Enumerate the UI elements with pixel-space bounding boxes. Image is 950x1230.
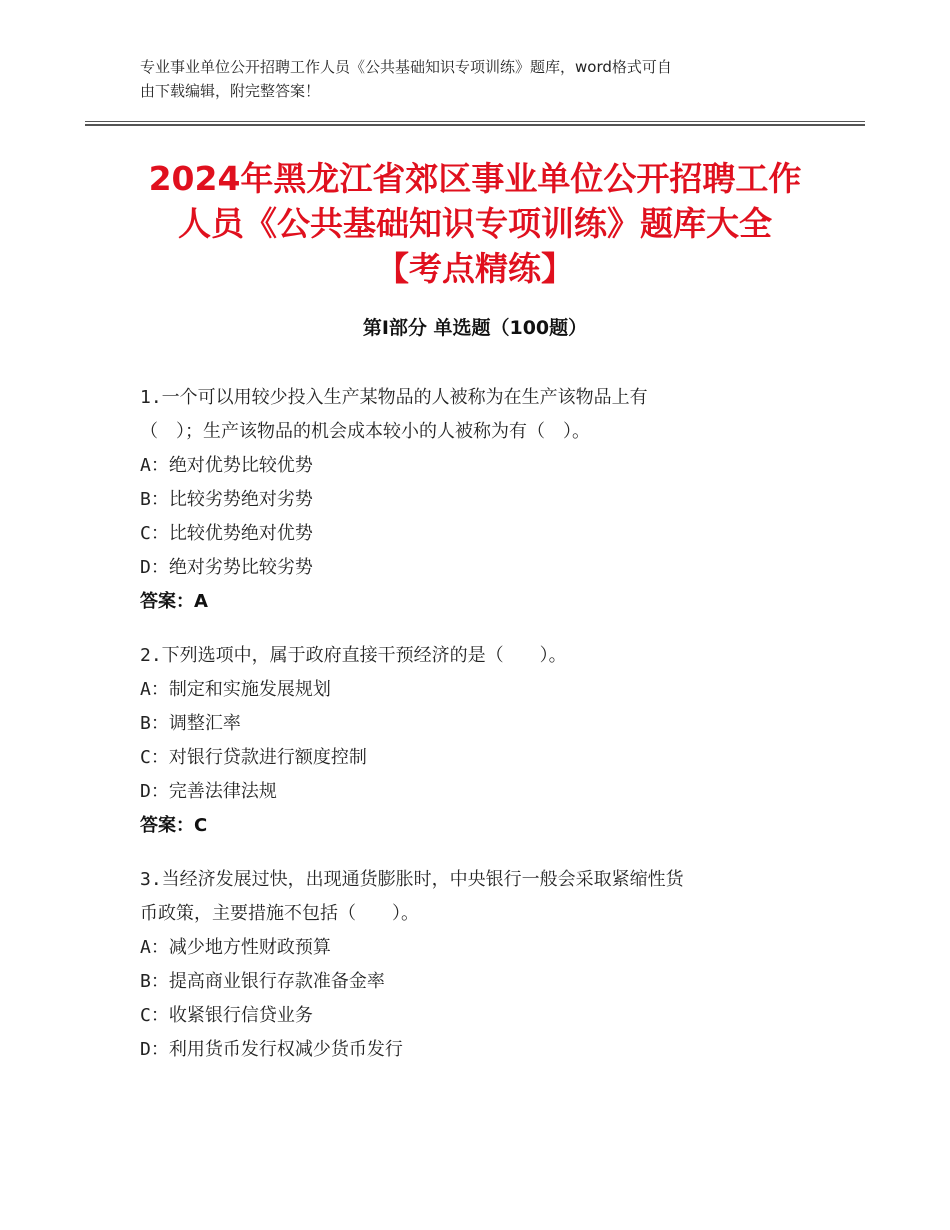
option-b: B：提高商业银行存款准备金率 — [140, 971, 385, 992]
option-c: C：收紧银行信贷业务 — [140, 1005, 313, 1026]
option-a: A：绝对优势比较优势 — [140, 455, 313, 476]
header-divider — [85, 121, 865, 126]
question-stem — [140, 381, 820, 449]
option-d: D：完善法律法规 — [140, 781, 277, 802]
option-d: D：利用货币发行权减少货币发行 — [140, 1039, 403, 1060]
section-heading: 第Ⅰ部分 单选题（100题） — [362, 317, 588, 339]
option-a: A：减少地方性财政预算 — [140, 937, 331, 958]
question-list — [140, 381, 820, 1087]
header-note — [140, 55, 800, 103]
title-line-2: 人员《公共基础知识专项训练》题库大全 — [178, 204, 772, 243]
question-stem — [140, 863, 820, 931]
document-title — [110, 156, 840, 291]
question-stem — [140, 639, 820, 673]
header-note-line-1: 专业事业单位公开招聘工作人员《公共基础知识专项训练》题库，word格式可自 — [140, 58, 672, 76]
question-stem-line-2: 币政策，主要措施不包括（ ）。 — [140, 903, 419, 924]
option-c: C：比较优势绝对优势 — [140, 523, 313, 544]
option-d: D：绝对劣势比较劣势 — [140, 557, 313, 578]
option-b: B：比较劣势绝对劣势 — [140, 489, 313, 510]
question-3 — [140, 863, 820, 1067]
answer: 答案：C — [140, 815, 208, 836]
question-stem-line-1: 3.当经济发展过快，出现通货膨胀时，中央银行一般会采取紧缩性货 — [140, 869, 684, 890]
header-note-line-2: 由下载编辑，附完整答案！ — [140, 82, 321, 100]
option-a: A：制定和实施发展规划 — [140, 679, 331, 700]
question-2 — [140, 639, 820, 843]
question-stem-line-1: 2.下列选项中，属于政府直接干预经济的是（ ）。 — [140, 645, 567, 666]
option-c: C：对银行贷款进行额度控制 — [140, 747, 367, 768]
option-b: B：调整汇率 — [140, 713, 241, 734]
question-stem-line-2: （ ）；生产该物品的机会成本较小的人被称为有（ ）。 — [140, 421, 590, 442]
answer: 答案：A — [140, 591, 208, 612]
title-line-3: 【考点精练】 — [376, 249, 574, 288]
question-stem-line-1: 1.一个可以用较少投入生产某物品的人被称为在生产该物品上有 — [140, 387, 648, 408]
question-1 — [140, 381, 820, 619]
title-line-1: 2024年黑龙江省郊区事业单位公开招聘工作 — [148, 159, 802, 198]
